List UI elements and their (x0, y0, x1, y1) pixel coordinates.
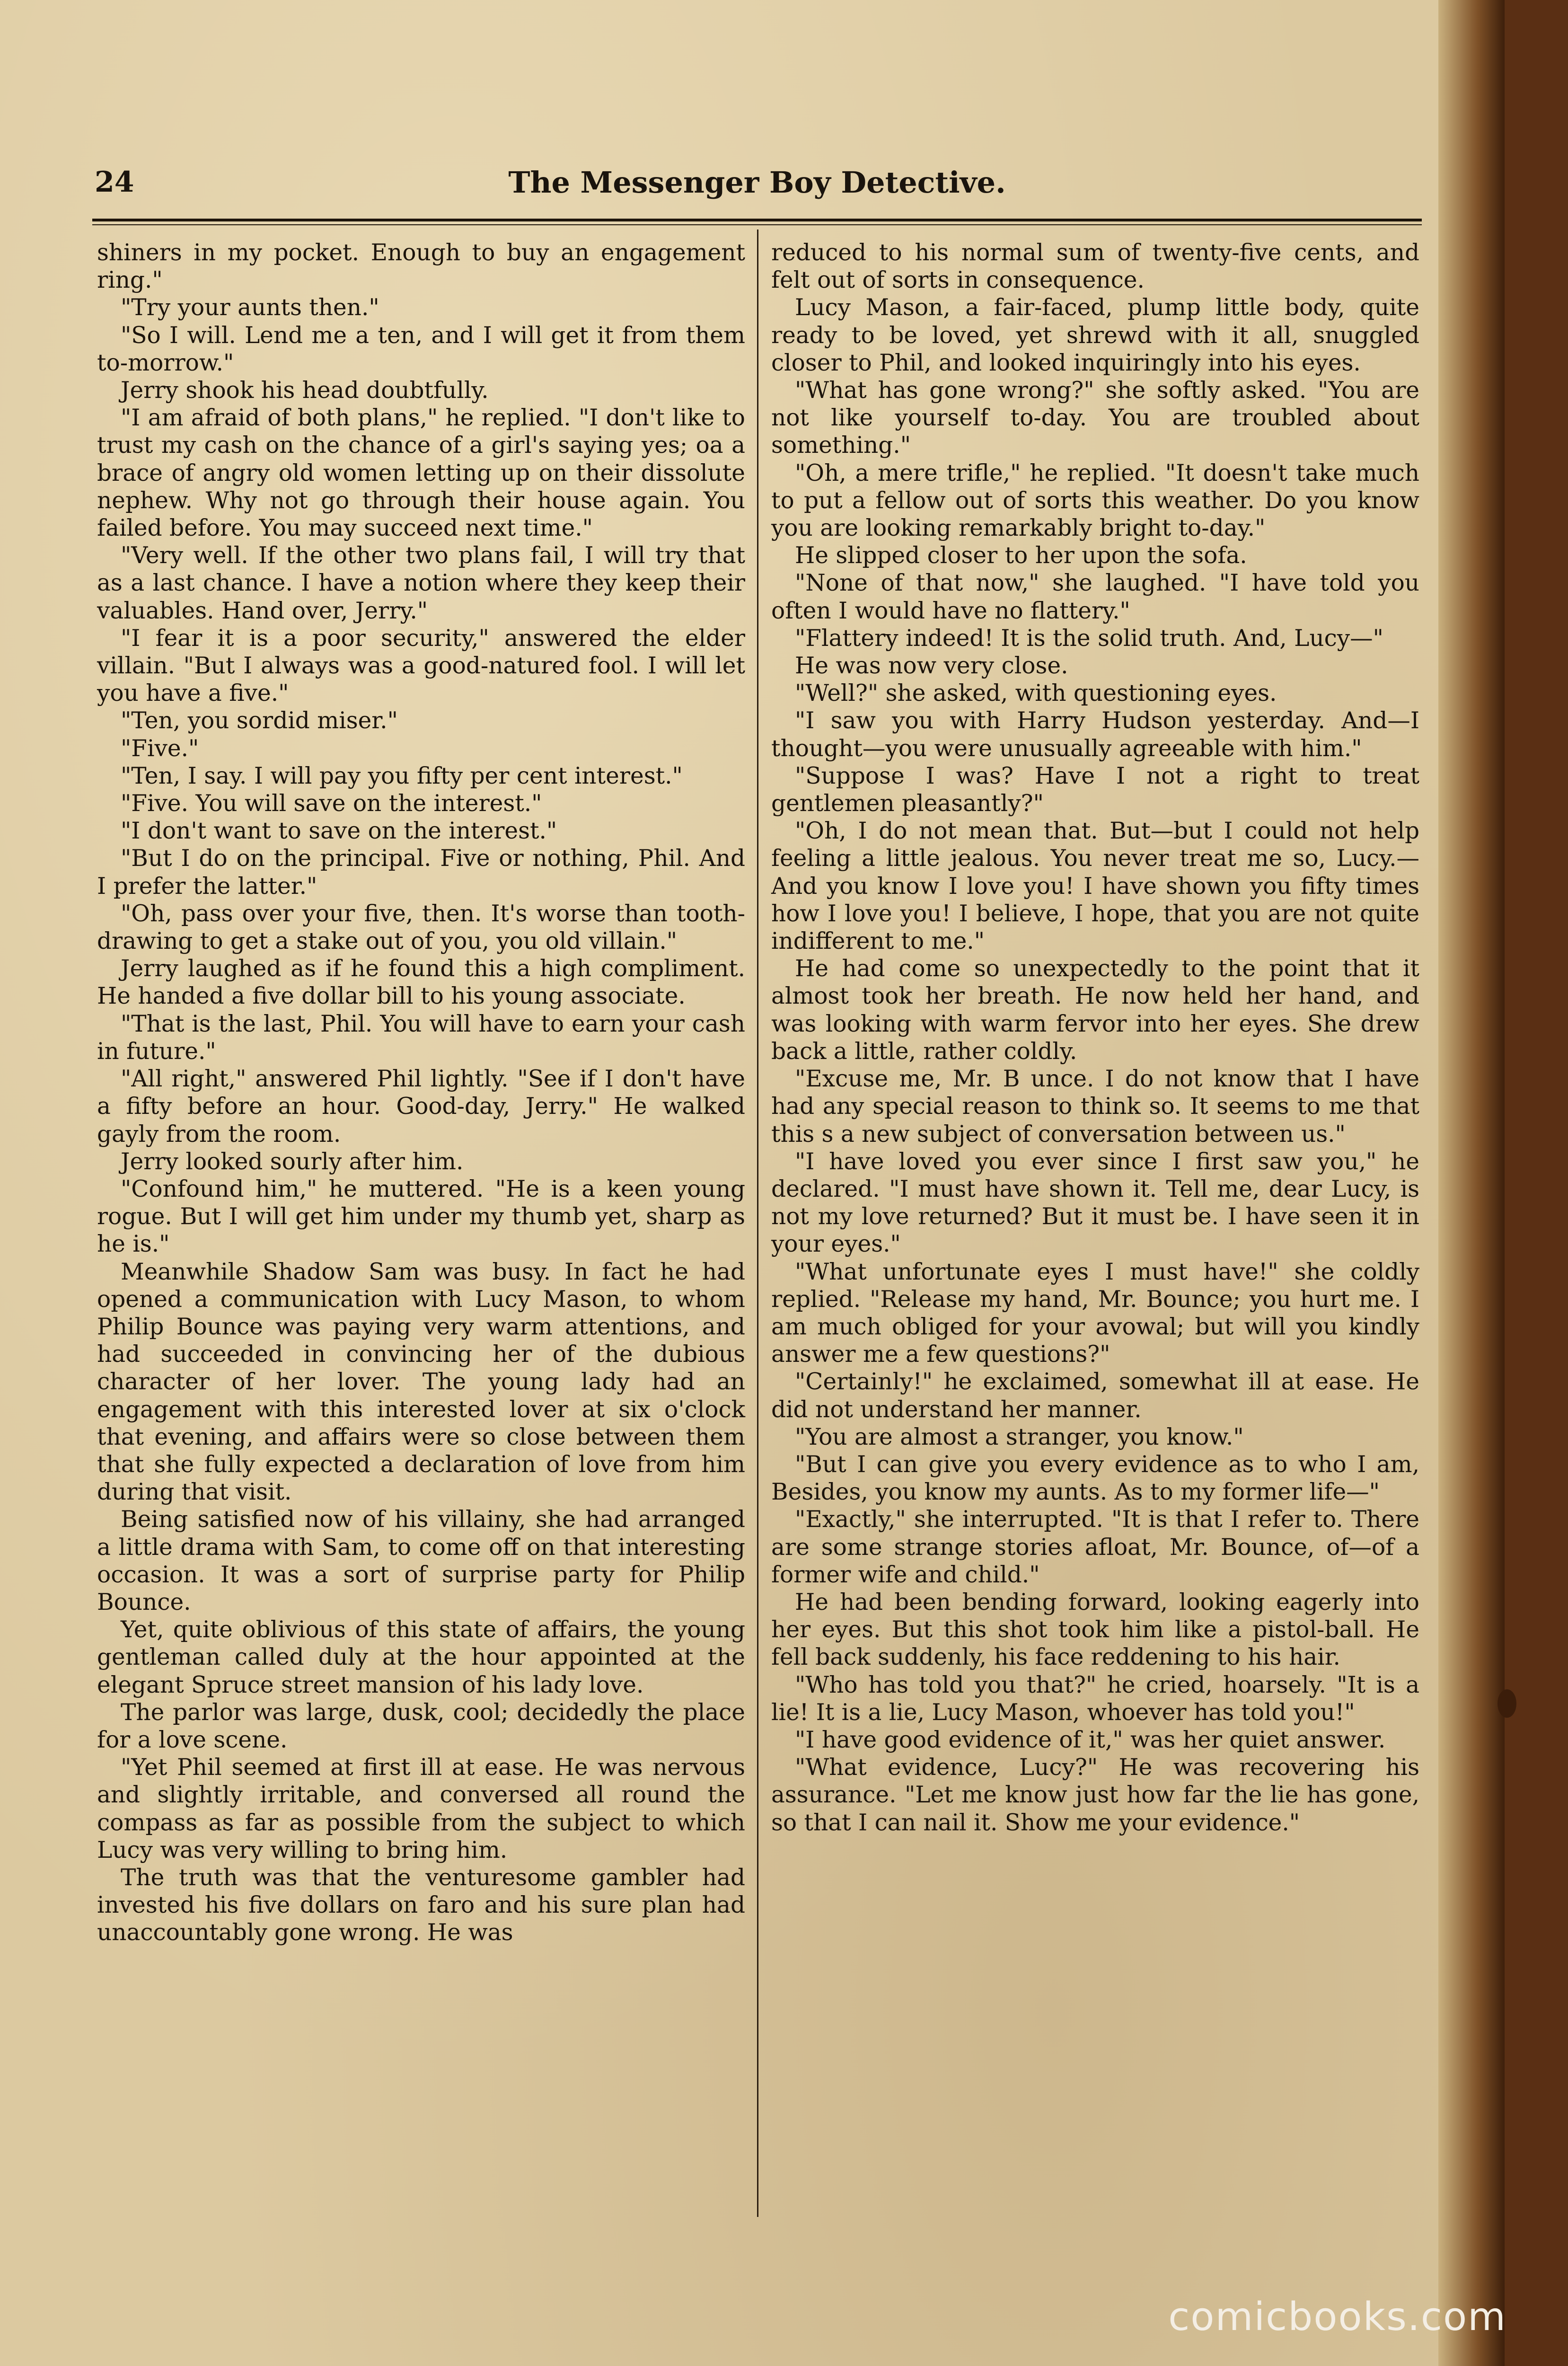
paragraph: "Ten, you sordid miser." (121, 707, 398, 734)
paragraph: "Yet Phil seemed at first ill at ease. He was nervous and slightly irritable, and conversed all round the compass as far as possible from the subject to which Lucy was very willing to bring him. (97, 1754, 745, 1863)
paragraph: He had been bending forward, looking eagerly into her eyes. But this shot took him like a pistol-ball. He fell back suddenly, his face reddening to his hair. (771, 1589, 1419, 1671)
paragraph: The parlor was large, dusk, cool; decidedly the place for a love scene. (97, 1699, 745, 1753)
running-title: The Messenger Boy Detective. (508, 165, 1006, 200)
paragraph: He slipped closer to her upon the sofa. (795, 542, 1247, 569)
paragraph: "Try your aunts then." (121, 294, 379, 321)
paragraph: "All right," answered Phil lightly. "See if I don't have a fifty before an hour. Good-day, Jerry." He walked gayly from the room. (97, 1066, 745, 1148)
paragraph: "Oh, pass over your five, then. It's worse than tooth-drawing to get a stake out of you, you old villain." (97, 900, 745, 955)
paragraph: "What evidence, Lucy?" He was recovering his assurance. "Let me know just how far the lie has gone, so that I can nail it. Show me your evidence." (771, 1754, 1419, 1836)
paragraph: Meanwhile Shadow Sam was busy. In fact he had opened a communication with Lucy Mason, to whom Philip Bounce was paying very warm attentions, and had succeeded in convincing her of the dubious character of her lover. The young lady had an engagement with this interested lover at six o'clock that evening, and affairs were so close between them that she fully expected a declaration of love from him during that visit. (97, 1258, 745, 1506)
header-rule (92, 219, 1422, 221)
paragraph: "But I do on the principal. Five or nothing, Phil. And I prefer the latter." (97, 845, 745, 900)
paragraph: "You are almost a stranger, you know." (795, 1423, 1244, 1450)
paragraph: "Certainly!" he exclaimed, somewhat ill at ease. He did not understand her manner. (771, 1368, 1419, 1423)
paragraph: "None of that now," she laughed. "I have told you often I would have no flattery." (771, 570, 1419, 624)
paragraph: "I have loved you ever since I first saw you," he declared. "I must have shown it. Tell me, dear Lucy, is not my love returned? But it must be. I have seen it in your eyes." (771, 1148, 1419, 1258)
paragraph: reduced to his normal sum of twenty-five cents, and felt out of sorts in consequence. (771, 239, 1419, 294)
paragraph: "What has gone wrong?" she softly asked. "You are not like yourself to-day. You are troubled about something." (771, 377, 1419, 459)
header-rule-thin (92, 224, 1422, 225)
paragraph: "Five. You will save on the interest." (121, 790, 542, 817)
paragraph: He was now very close. (795, 653, 1068, 680)
left-column (97, 239, 745, 1947)
paragraph: Lucy Mason, a fair-faced, plump little body, quite ready to be loved, yet shrewd with it all, snuggled closer to Phil, and looked inquiringly into his eyes. (771, 294, 1419, 376)
paragraph: "What unfortunate eyes I must have!" she coldly replied. "Release my hand, Mr. Bounce; you hurt me. I am much obliged for your avowal; but will you kindly answer me a few questions?" (771, 1258, 1419, 1368)
paragraph: shiners in my pocket. Enough to buy an engagement ring." (97, 239, 745, 294)
paragraph: "Five." (121, 735, 199, 762)
paragraph: "Well?" she asked, with questioning eyes. (795, 680, 1277, 707)
paragraph: Jerry looked sourly after him. (121, 1148, 464, 1175)
paragraph: "Excuse me, Mr. B unce. I do not know that I have had any special reason to think so. It seems to me that this s a new subject of conversation between us." (771, 1066, 1419, 1148)
paragraph: Jerry shook his head doubtfully. (121, 377, 489, 404)
paragraph: "That is the last, Phil. You will have to earn your cash in future." (97, 1010, 745, 1065)
paragraph: "Suppose I was? Have I not a right to treat gentlemen pleasantly?" (771, 762, 1419, 817)
page-edge (1438, 0, 1505, 2366)
paragraph: "Oh, a mere trifle," he replied. "It doesn't take much to put a fellow out of sorts this weather. Do you know you are looking remarkably bright to-day." (771, 459, 1419, 542)
paragraph: "I am afraid of both plans," he replied. "I don't like to trust my cash on the chance of a girl's saying yes; oa a brace of angry old women letting up on their dissolute nephew. Why not go through their house again. You failed before. You may succeed next time." (97, 405, 745, 542)
paragraph: "Exactly," she interrupted. "It is that I refer to. There are some strange stories afloat, Mr. Bounce, of—of a former wife and child." (771, 1506, 1419, 1588)
paragraph: "Ten, I say. I will pay you fifty per cent interest." (121, 762, 683, 789)
paragraph: "I don't want to save on the interest." (121, 818, 557, 845)
paragraph: Being satisfied now of his villainy, she had arranged a little drama with Sam, to come off on that interesting occasion. It was a sort of surprise party for Philip Bounce. (97, 1506, 745, 1616)
page-damage (1498, 1689, 1516, 1718)
paragraph: "Very well. If the other two plans fail, I will try that as a last chance. I have a notion where they keep their valuables. Hand over, Jerry." (97, 542, 745, 624)
column-divider (757, 230, 758, 2217)
paragraph: He had come so unexpectedly to the point that it almost took her breath. He now held her hand, and was looking with warm fervor into her eyes. She drew back a little, rather coldly. (771, 955, 1419, 1065)
paragraph: "I have good evidence of it," was her quiet answer. (795, 1726, 1386, 1753)
paragraph: "Oh, I do not mean that. But—but I could not help feeling a little jealous. You never treat me so, Lucy.—And you know I love you! I have shown you fifty times how I love you! I believe, I hope, that you are not quite indifferent to me." (771, 818, 1419, 955)
paragraph: "Flattery indeed! It is the solid truth. And, Lucy—" (795, 625, 1383, 652)
paragraph: "But I can give you every evidence as to who I am, Besides, you know my aunts. As to my former life—" (771, 1451, 1419, 1506)
paragraph: "I fear it is a poor security," answered the elder villain. "But I always was a good-natured fool. I will let you have a five." (97, 625, 745, 707)
right-column (771, 239, 1419, 1836)
paragraph: "Who has told you that?" he cried, hoarsely. "It is a lie! It is a lie, Lucy Mason, whoever has told you!" (771, 1671, 1419, 1726)
paragraph: Jerry laughed as if he found this a high compliment. He handed a five dollar bill to his young associate. (97, 955, 745, 1010)
page-header (95, 156, 1419, 208)
watermark: comicbooks.com (1168, 2295, 1506, 2340)
paragraph: "I saw you with Harry Hudson yesterday. And—I thought—you were unusually agreeable with him." (771, 707, 1419, 762)
page-number: 24 (95, 166, 134, 199)
paragraph: "Confound him," he muttered. "He is a keen young rogue. But I will get him under my thumb yet, sharp as he is." (97, 1175, 745, 1258)
paragraph: The truth was that the venturesome gambler had invested his five dollars on faro and his sure plan had unaccountably gone wrong. He was (97, 1864, 745, 1946)
paragraph: Yet, quite oblivious of this state of affairs, the young gentleman called duly at the hour appointed at the elegant Spruce street mansion of his lady love. (97, 1616, 745, 1698)
paragraph: "So I will. Lend me a ten, and I will get it from them to-morrow." (97, 322, 745, 376)
